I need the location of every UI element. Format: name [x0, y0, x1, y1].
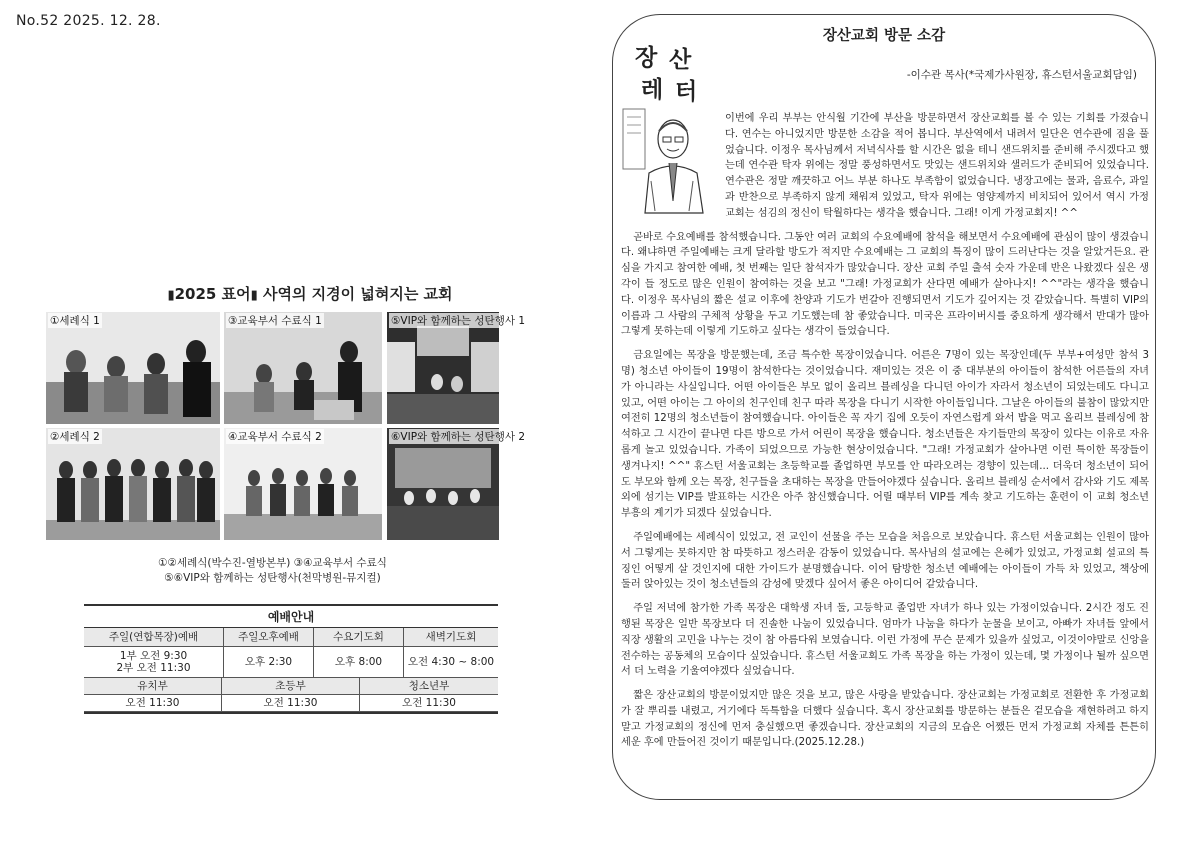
table-header: 수요기도회 — [314, 628, 404, 647]
portrait-sketch-icon — [621, 101, 717, 213]
table-cell — [84, 647, 224, 678]
logo-char: 산 — [669, 47, 692, 73]
graduation-photo-1 — [224, 312, 382, 424]
motto-mark-left: ▮ — [167, 288, 175, 303]
table-cell: 오후 2:30 — [224, 647, 314, 678]
letter-paragraph: 짧은 장산교회의 방문이었지만 많은 것을 보고, 많은 사랑을 받았습니다. 장산교회는 가정교회로 전환한 후 가정교회가 잘 뿌리를 내렸고, 거기에다 독특함을 더했다 싶습니다. 혹시 장산교회를 방문하는 분들은 겉모습을 재현하려고 하지말고 가정교회의 정신에 먼저 충실했으면 좋겠습니다. 장산교회의 지금의 모습은 어쨌든 먼저 가정교회 자체를 튼튼히 세운 후에 만들어진 것이기 때문입니다.(2025.12.28.) — [621, 690, 1149, 749]
worship-schedule-table — [84, 628, 498, 678]
photo-caption-line-1: ①②세례식(박수진-열방본부) ③④교육부서 수료식 — [158, 557, 387, 569]
table-cell: 오전 11:30 — [222, 695, 360, 712]
letter-paragraph: 주일 저녁에 참가한 가족 목장은 대학생 자녀 둘, 고등학교 졸업반 자녀가 하나 있는 가정이었습니다. 2시간 정도 진행된 목장은 일반 목장보다 더 진솔한 나눔이 있었습니다. 엄마가 나눔을 하다가 눈물을 보이고, 아빠가 자녀들 앞에서 직장 생활의 고민을 나누는 것이 참 아름다워 보였습니다. 이런 가정에 무슨 문제가 있을까 싶었고, 이것이야말로 신앙을 전수하는 공동체의 모습이다 싶었습니다. 휴스턴 서울교회도 가족 목장을 하는 가정이 있는데, 몇 가정이나 될까 싶으면서 더 노력을 기울여야겠다 싶었습니다. — [621, 603, 1149, 678]
table-header: 주일(연합목장)예배 — [84, 628, 224, 647]
table-cell: 오전 11:30 — [360, 695, 498, 712]
baptism-photo-2 — [46, 428, 220, 540]
service-2-time: 2부 오전 11:30 — [116, 662, 191, 674]
christmas-photo-1 — [387, 312, 526, 424]
letter-paragraph: 주일예배에는 세례식이 있었고, 전 교인이 선물을 주는 모습을 처음으로 보았습니다. 휴스턴 서울교회는 인원이 많아서 그렇게는 못하지만 참 따뜻하고 정스러운 감동이 있었습니다. 목사님의 설교에는 은혜가 있었고, 가정교회 설교의 특징인 어떻게 살 것인지에 대한 가이드가 분명했습니다. 이어 탐방한 청소년 예배에는 아이들이 가득 차 있었고, 책상에 둘러 앉아있는 것이 청소년들의 감성에 맞겠다 싶어서 좋은 아이디어 같았습니다. — [621, 531, 1149, 591]
motto-text: 사역의 지경이 넓혀지는 교회 — [262, 285, 453, 303]
letter-author: -이수관 목사(*국제가사원장, 휴스턴서울교회담임) — [906, 69, 1137, 81]
photo-caption: ⑥VIP와 함께하는 성탄행사 2 — [391, 431, 526, 443]
baptism-photo-1 — [46, 312, 220, 424]
table-header: 유치부 — [84, 678, 222, 695]
church-motto — [140, 283, 480, 304]
letter-body — [621, 101, 1149, 759]
motto-year: 2025 표어 — [174, 285, 251, 303]
photo-caption: ④교육부서 수료식 2 — [228, 431, 322, 443]
letter-paragraph: 금요일에는 목장을 방문했는데, 조금 특수한 목장이었습니다. 어른은 7명이 있는 목장인데(두 부부+여성만 참석 3명) 청소년 아이들이 19명이 참석한다는 것이었습니다. 재미있는 것은 이 중 대부분의 아이들이 참석한 어른들의 자녀가 아니라는 사실입니다. 어떤 아이들은 부모 없이 올리브 블레싱을 다니던 아이가 자라서 청소년이 되었는데도 다니고 있고, 어떤 아이는 그 아이의 친구인데 친구 따라 목장을 다니기 시작한 아이들입니다. 그날은 아이들의 불참이 많았지만 여전히 12명의 청소년들이 참여했습니다. 아이들은 꼭 자기 집에 오듯이 자연스럽게 와서 밥을 먹고 올리브 블레싱에 참석하고 그 시간이 끝나면 다른 방으로 가서 어린이 목장을 했습니다. 청소년들은 자기들만의 목장이 있다는 이유로 자유롭게 놀고 있었습니다. 가족이 되었으므로 가능한 현상이었습니다. "그래! 가정교회가 살아나면 이런 특이한 목장들이 생겨나지! ^^" 휴스턴 서울교회는 초등학교를 졸업하면 부모를 안 따라오려는 경향이 있는데... 더욱더 청소년이 되어도 부모와 함께 오는 목장, 친구들을 초대하는 목장을 만들어야겠다 싶습니다. 올리브 블레싱 순서에서 감사와 기도 제목 외에 섬기는 VIP를 발표하는 시간은 아주 참신했습니다. 어릴 때부터 VIP를 계속 찾고 기도하는 훈련이 이 교회 청소년 부흥의 계기가 되겠다 싶었습니다. — [621, 350, 1149, 520]
jangsan-letter-logo — [631, 39, 711, 105]
worship-schedule-title: 예배안내 — [84, 604, 498, 628]
table-header: 청소년부 — [360, 678, 498, 695]
graduation-photo-2 — [224, 428, 382, 540]
photo-caption: ③교육부서 수료식 1 — [228, 315, 322, 327]
department-schedule-table — [84, 678, 498, 714]
table-header: 초등부 — [222, 678, 360, 695]
photo-caption: ⑤VIP와 함께하는 성탄행사 1 — [391, 315, 526, 327]
author-portrait — [621, 101, 725, 219]
logo-char: 레 — [641, 77, 664, 103]
logo-char: 장 — [635, 45, 658, 71]
photo-caption-summary — [46, 556, 499, 586]
christmas-photo-2 — [387, 428, 526, 540]
letter-paragraph: 곧바로 수요예배를 참석했습니다. 그동안 여러 교회의 수요예배에 참석을 해보면서 수요예배에 관심이 많이 생겼습니다. 왜냐하면 주일예배는 크게 달라할 방도가 적지만 수요예배는 그 교회의 특징이 많이 드러난다는 것을 알았거든요. 관심을 가지고 참여한 예배, 첫 번째는 일단 참석자가 많았습니다. 장산 교회 주일 출석 숫자 가운데 반은 나왔겠다 싶은 생각이 들 정도로 많은 인원이 참여하는 것을 보고 "그래! 가정교회가 산다면 예배가 살아나지! ^^"라는 생각을 했습니다. 이정우 목사님의 짧은 설교 이후에 찬양과 기도가 번갈아 진행되면서 기도가 깊어지는 것 같았습니다. 특별히 VIP의 이름과 그 사람의 구체적 상황을 두고 기도했는데 참 좋았습니다. 미국은 프라이버시를 중요하게 생각해서 반대가 많아 그렇게 못하는데 이렇게 기도하고 싶다는 생각이 들었습니다. — [621, 231, 1149, 338]
photo-caption-line-2: ⑤⑥VIP와 함께하는 성탄행사(천막병원-뮤지컬) — [164, 572, 381, 584]
issue-number: No.52 2025. 12. 28. — [16, 13, 161, 29]
table-cell: 오전 11:30 — [84, 695, 222, 712]
letter-title: 장산교회 방문 소감 — [822, 28, 946, 44]
photo-caption: ①세례식 1 — [50, 315, 100, 327]
service-1-time: 1부 오전 9:30 — [119, 650, 188, 662]
letter-paragraph: 이번에 우리 부부는 안식월 기간에 부산을 방문하면서 장산교회를 볼 수 있는 기회를 가졌습니다. 연수는 아니었지만 방문한 소감을 적어 봅니다. 부산역에서 내려서 일단은 연수관에 짐을 풀었습니다. 이정우 목사님께서 저녁식사를 할 시간은 없을 테니 샌드위치를 준비해 주시겠다고 했는데 연수관 탁자 위에는 정말 풍성하면서도 맛있는 샌드위치와 샐러드가 준비되어 있었습니다. 연수관은 정말 깨끗하고 어느 부분 하나도 부족함이 없었습니다. 냉장고에는 물과, 음료수, 과일과 반찬으로 부족하지 않게 채워져 있었고, 탁자 위에는 영양제까지 비치되어 있어서 역시 가정교회는 섬김의 정신이 탁월하다는 생각을 했습니다. 그래! 이게 가정교회지! ^^ — [725, 113, 1149, 219]
table-cell: 오전 4:30 ~ 8:00 — [404, 647, 498, 678]
logo-char: 터 — [675, 79, 698, 105]
motto-mark-right: ▮ — [250, 288, 258, 303]
table-cell: 오후 8:00 — [314, 647, 404, 678]
table-header: 새벽기도회 — [404, 628, 498, 647]
photo-caption: ②세례식 2 — [50, 431, 100, 443]
photo-grid — [46, 312, 526, 540]
worship-schedule — [84, 604, 498, 714]
visit-letter — [612, 14, 1156, 800]
table-header: 주일오후예배 — [224, 628, 314, 647]
